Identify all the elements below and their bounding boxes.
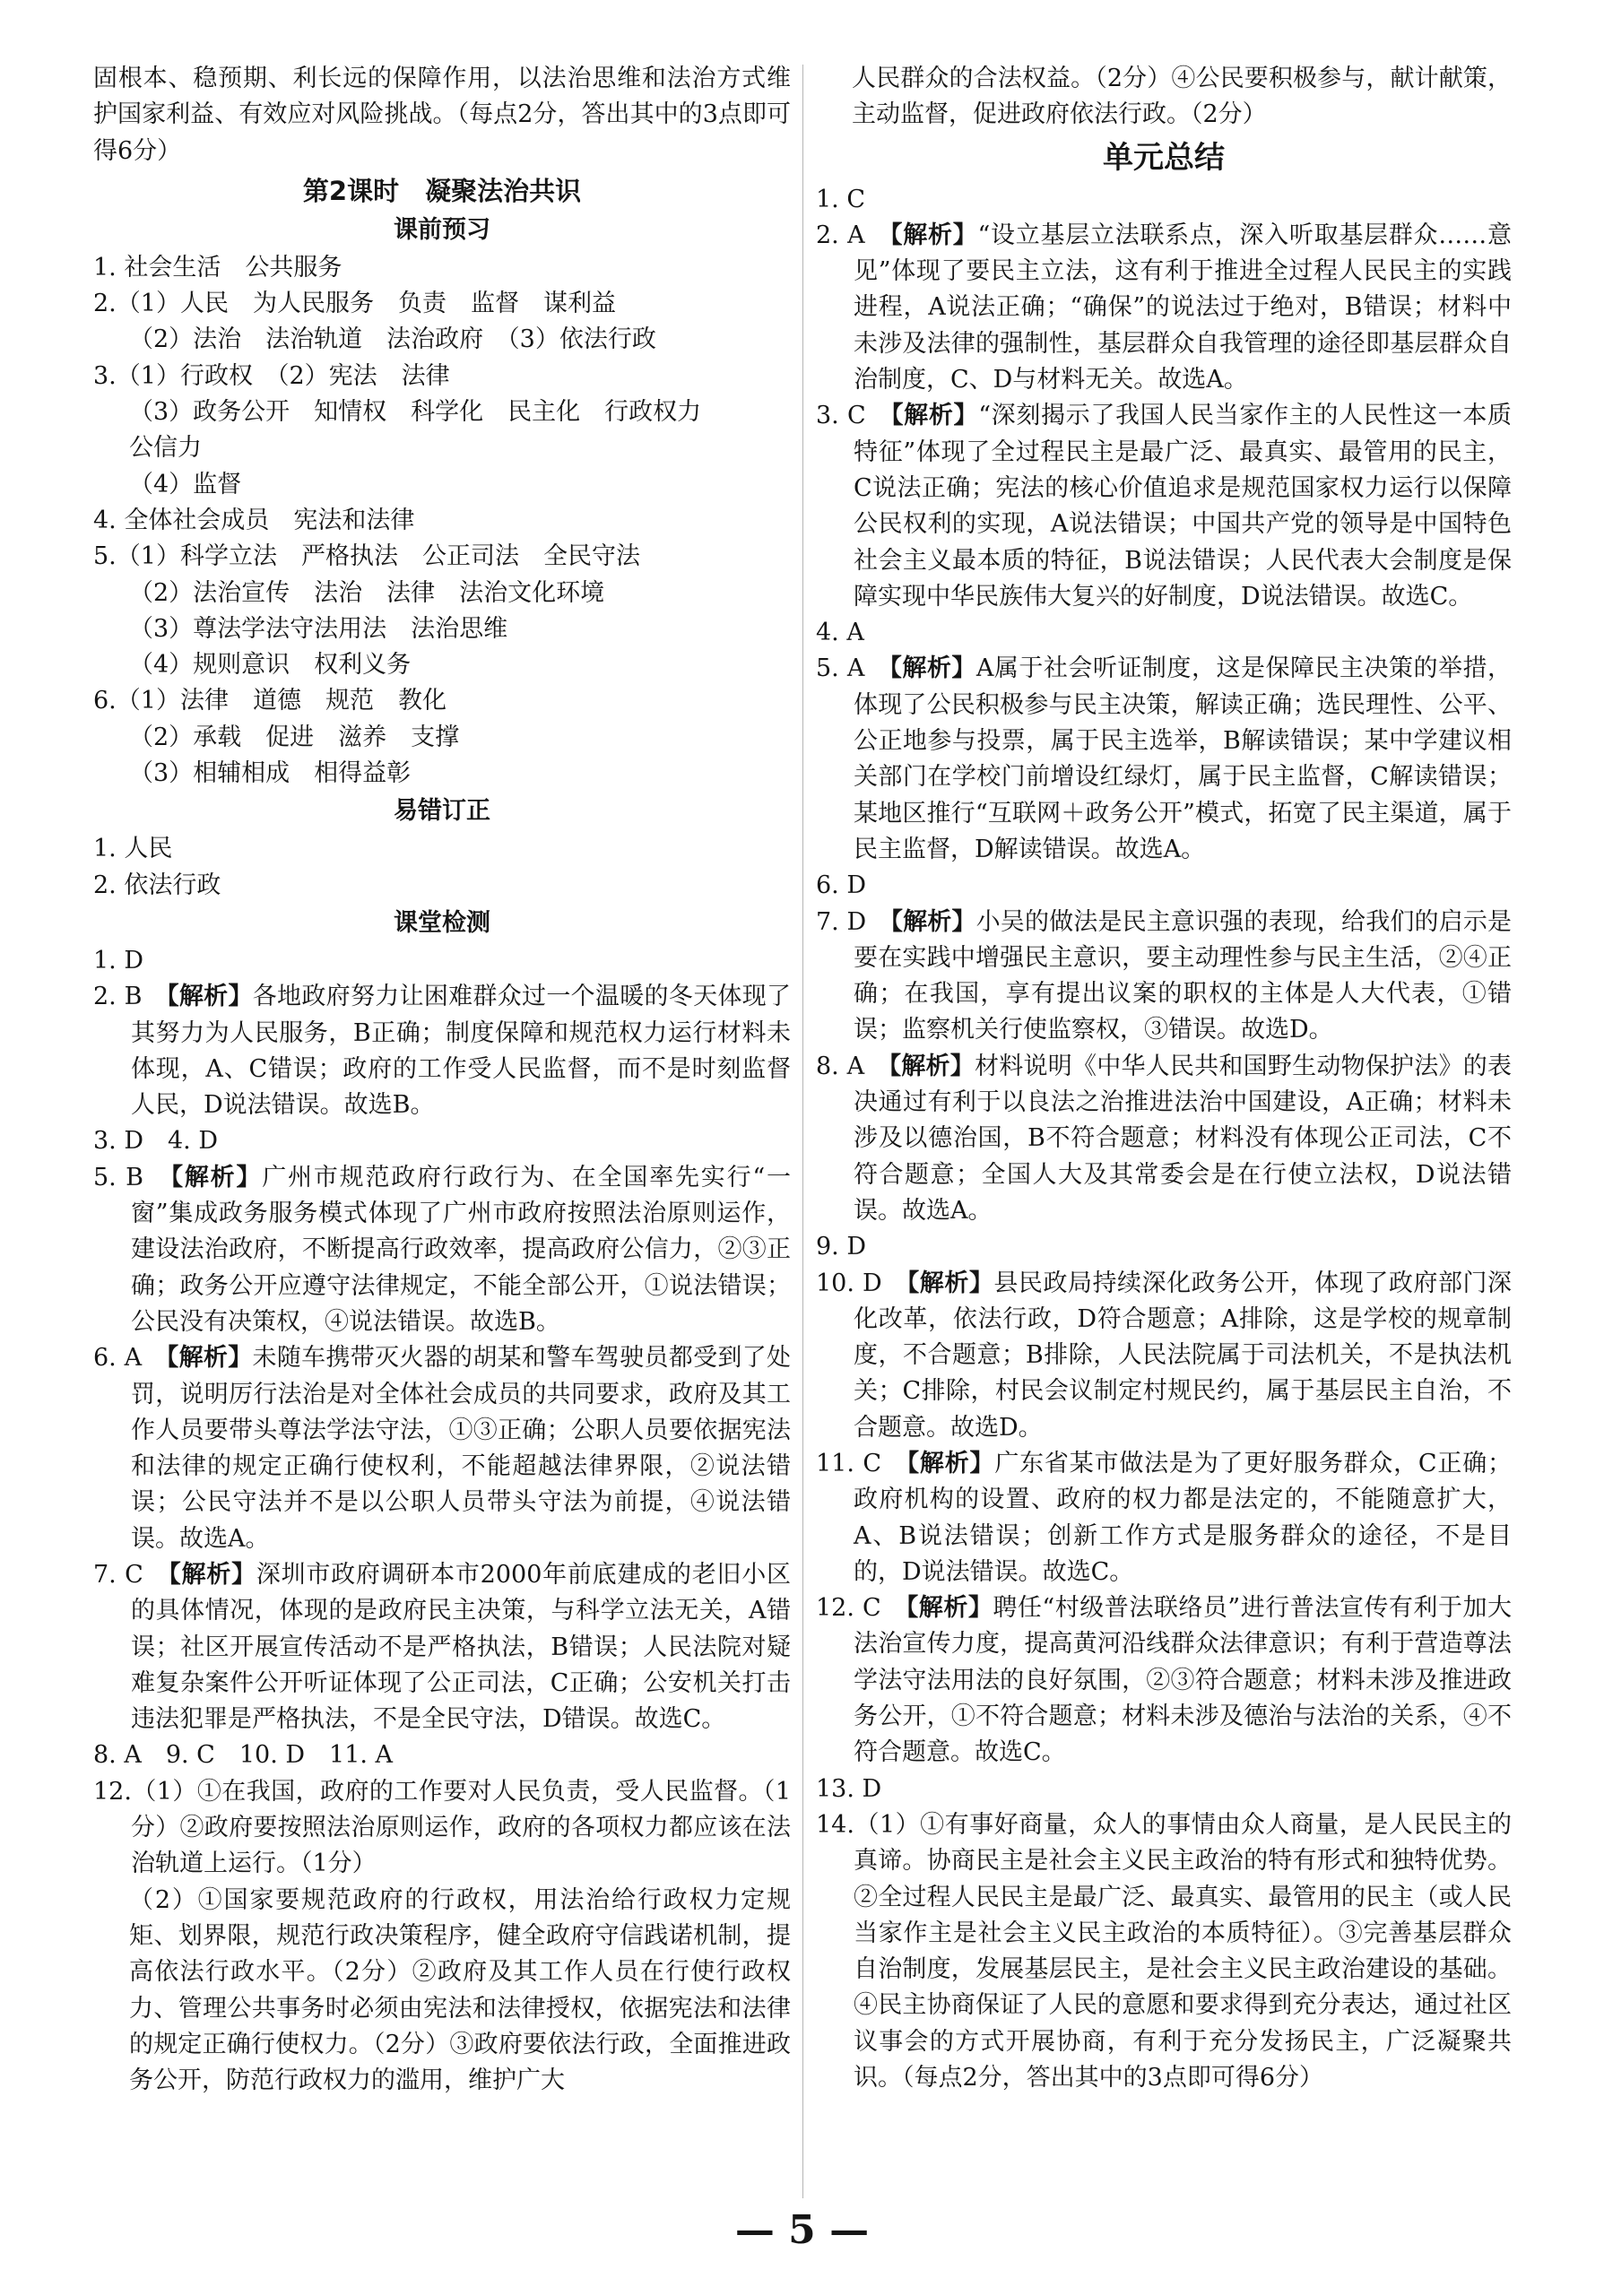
analysis-tag: 【解析】 xyxy=(166,1344,253,1373)
analysis-tag: 【解析】 xyxy=(889,654,976,683)
analysis-text: 未随车携带灭火器的胡某和警车驾驶员都受到了处罚，说明厉行法治是对全体社会成员的共同要求，政府及其工作人员要带头尊法学法守法，①③正确；公职人员要依据宪法和法律的规定正确行使权利，不能超越法律界限，②说法错误；公民守法并不是以公职人员带头守法为前提，④说法错误。故选A。 xyxy=(131,1344,792,1553)
unit-summary-title: 单元总结 xyxy=(1103,139,1225,176)
check-title: 课堂检测 xyxy=(394,908,490,937)
preview-line: （3）相辅相成 相得益彰 xyxy=(129,759,412,788)
preview-line: （3）政务公开 知情权 科学化 民主化 行政权力 xyxy=(129,398,702,427)
answer-number: 3. C xyxy=(816,402,892,430)
preview-line: （4）规则意识 权利义务 xyxy=(129,651,412,680)
answer-line: 6. D xyxy=(816,871,866,900)
analysis-text: 小吴的做法是民主意识强的表现，给我们的启示是要在实践中增强民主意识，要主动理性参与民主生活，②④正确；在我国，享有提出议案的职权的主体是人大代表，①错误；监察机关行使监察权，③错误。故选D。 xyxy=(854,907,1513,1044)
analysis-text: A属于社会听证制度，这是保障民主决策的举措，体现了公民积极参与民主决策，解读正确；选民理性、公平、公正地参与投票，属于民主选举，B解读错误；某中学建议相关部门在学校门前增设红绿灯，属于民主监督，C解读错误；某地区推行“互联网＋政务公开”模式，拓宽了民主渠道，属于民主监督，D解读错误。故选A。 xyxy=(854,654,1513,863)
analysis-text: “深刻揭示了我国人民当家作主的人民性这一本质特征”体现了全过程民主是最广泛、最真实、最管用的民主，C说法正确；宪法的核心价值追求是规范国家权力运行以保障公民权利的实现，A说法错误；中国共产党的领导是中国特色社会主义最本质的特征，B说法错误；人民代表大会制度是保障实现中华民族伟大复兴的好制度，D说法错误。故选C。 xyxy=(854,402,1512,611)
right-column xyxy=(816,61,1512,2096)
analysis-text: 各地政府努力让困难群众过一个温暖的冬天体现了其努力为人民服务，B正确；制度保障和规范权力运行材料未体现，A、C错误；政府的工作受人民监督，而不是时刻监督人民，D说法错误。故选B。 xyxy=(131,983,791,1120)
answer-number: 7. D xyxy=(816,907,891,936)
answer-number: 11. C xyxy=(816,1449,907,1477)
preview-line: 5.（1）科学立法 严格执法 公正司法 全民守法 xyxy=(93,542,640,571)
preview-line: （4）监督 xyxy=(129,470,242,498)
analysis-text: 深圳市政府调研本市2000年前底建成的老旧小区的具体情况，体现的是政府民主决策，与科学立法无关，A错误；社区开展宣传活动不是严格执法，B错误；人民法院对疑难复杂案件公开听证体现了公正司法，C正确；公安机关打击违法犯罪是严格执法，不是全民守法，D错误。故选C。 xyxy=(131,1560,791,1734)
answer-number: 5. A xyxy=(816,654,890,683)
preview-title: 课前预习 xyxy=(394,215,490,244)
answer-item xyxy=(93,1340,791,1557)
answer-line: 1. C xyxy=(816,185,866,213)
answer-number: 7. C xyxy=(93,1560,169,1589)
analysis-text: 材料说明《中华人民共和国野生动物保护法》的表决通过有利于以良法之治推进法治中国建设，A正确；材料未涉及以德治国，B不符合题意；材料没有体现公正司法，C不符合题意；全国人大及其常委会是在行使立法权，D说法错误。故选A。 xyxy=(854,1052,1513,1225)
correction-title: 易错订正 xyxy=(394,797,490,826)
preview-line: （3）尊法学法守法用法 法治思维 xyxy=(129,614,508,643)
correction-line: 1. 人民 xyxy=(93,835,173,863)
preview-line: 1. 社会生活 公共服务 xyxy=(93,253,342,282)
answer-number: 10. D xyxy=(816,1269,907,1297)
continued-text: 人民群众的合法权益。（2分）④公民要积极参与，献计献策，主动监督，促进政府依法行政。（2分） xyxy=(852,65,1512,129)
answer-number: 12. C xyxy=(816,1594,906,1623)
answer-item xyxy=(816,1049,1512,1229)
answer-item xyxy=(816,905,1512,1049)
preview-line: （2）法治宣传 法治 法律 法治文化环境 xyxy=(129,578,605,607)
preview-line: 3.（1）行政权 （2）宪法 法律 xyxy=(93,361,450,390)
column-divider xyxy=(802,65,803,2198)
analysis-text: 聘任“村级普法联络员”进行普法宣传有利于加大法治宣传力度，提高黄河沿线群众法律意识；有利于营造尊法学法守法用法的良好氛围，②③符合题意；材料未涉及推进政务公开，①不符合题意；材料未涉及德治与法治的关系，④不符合题意。故选C。 xyxy=(854,1594,1513,1767)
preview-line: （2）承载 促进 滋养 支撑 xyxy=(129,723,460,751)
analysis-tag: 【解析】 xyxy=(890,221,978,249)
answer-item xyxy=(816,398,1512,615)
answer-item xyxy=(93,1160,791,1340)
preview-line: 4. 全体社会成员 宪法和法律 xyxy=(93,506,415,534)
preview-line: 6.（1）法律 道德 规范 教化 xyxy=(93,687,447,715)
preview-line: 2.（1）人民 为人民服务 负责 监督 谋利益 xyxy=(93,290,616,318)
analysis-tag: 【解析】 xyxy=(906,1449,995,1477)
analysis-text: 广东省某市做法是为了更好服务群众，C正确；政府机构的设置、政府的权力都是法定的，不能随意扩大，A、B说法错误；创新工作方式是服务群众的途径，不是目的，D说法错误。故选C。 xyxy=(854,1449,1513,1586)
answer-line: 4. A xyxy=(816,619,864,647)
answer-number: 6. A xyxy=(93,1344,167,1373)
answer-line: 8. A 9. C 10. D 11. A xyxy=(93,1741,394,1770)
answer-number: 8. A xyxy=(816,1052,889,1080)
analysis-tag: 【解析】 xyxy=(170,1163,263,1191)
answer-line: 9. D xyxy=(816,1233,866,1261)
answer-item xyxy=(816,651,1512,868)
answer-item xyxy=(93,979,791,1123)
preview-line: （2）法治 法治轨道 法治政府 （3）依法行政 xyxy=(129,325,656,354)
answer-item xyxy=(93,1557,791,1737)
analysis-text: 广州市规范政府行政行为、在全国率先实行“一窗”集成政务服务模式体现了广州市政府按照法治原则运作，建设法治政府，不断提高行政效率，提高政府公信力，②③正确；政务公开应遵守法律规定，不能全部公开，①说法错误；公民没有决策权，④说法错误。故选B。 xyxy=(131,1163,791,1336)
analysis-tag: 【解析】 xyxy=(169,1560,256,1589)
page-number: — 5 — xyxy=(734,2207,870,2253)
answer-line: 3. D 4. D xyxy=(93,1127,218,1156)
answer-item-14: 14.（1）①有事好商量，众人的事情由众人商量，是人民民主的真谛。协商民主是社会主义民主政治的特有形式和独特优势。②全过程人民民主是最广泛、最真实、最管用的民主（或人民当家作主是社会主义民主政治的本质特征）。③完善基层群众自治制度，发展基层民主，是社会主义民主政治建设的基础。④民主协商保证了人民的意愿和要求得到充分表达，通过社区议事会的方式开展协商，有利于充分发扬民主，广泛凝聚共识。（每点2分，答出其中的3点即可得6分） xyxy=(816,1810,1512,2092)
answer-item xyxy=(816,1446,1512,1590)
answer-item xyxy=(816,1590,1512,1771)
answer-number: 2. B xyxy=(93,983,168,1011)
analysis-tag: 【解析】 xyxy=(891,402,979,430)
analysis-tag: 【解析】 xyxy=(889,1052,975,1080)
intro-text: 固根本、稳预期、利长远的保障作用，以法治思维和法治方式维护国家利益、有效应对风险挑战。（每点2分，答出其中的3点即可得6分） xyxy=(93,65,791,165)
analysis-text: “设立基层立法联系点，深入听取基层群众……意见”体现了要民主立法，这有利于推进全过程人民民主的实践进程，A说法正确；“确保”的说法过于绝对，B错误；材料中未涉及法律的强制性，基层群众自我管理的途径即基层群众自治制度，C、D与材料无关。故选A。 xyxy=(854,221,1513,394)
analysis-tag: 【解析】 xyxy=(890,907,976,936)
analysis-tag: 【解析】 xyxy=(167,983,253,1011)
answer-number: 2. A xyxy=(816,221,891,249)
answer-item-12-part2: （2）①国家要规范政府的行政权，用法治给行政权力定规矩、划界限，规范行政决策程序，健全政府守信践诺机制，提高依法行政水平。（2分）②政府及其工作人员在行使行政权力、管理公共事务时必须由宪法和法律授权，依据宪法和法律的规定正确行使权力。（2分）③政府要依法行政，全面推进政务公开，防范行政权力的滥用，维护广大 xyxy=(129,1885,791,2095)
answer-item xyxy=(816,218,1512,398)
answer-line: 1. D xyxy=(93,946,143,975)
preview-line: 公信力 xyxy=(129,434,202,463)
analysis-tag: 【解析】 xyxy=(906,1269,994,1297)
left-column xyxy=(93,61,791,2099)
answer-item-12-part1: 12.（1）①在我国，政府的工作要对人民负责，受人民监督。（1分）②政府要按照法治原则运作，政府的各项权力都应该在法治轨道上运行。（1分） xyxy=(93,1777,791,1878)
answer-number: 5. B xyxy=(93,1163,171,1191)
lesson-title: 第2课时 凝聚法治共识 xyxy=(302,175,582,206)
correction-line: 2. 依法行政 xyxy=(93,871,221,899)
analysis-text: 县民政局持续深化政务公开，体现了政府部门深化改革，依法行政，D符合题意；A排除，这是学校的规章制度，不合题意；B排除，人民法院属于司法机关，不是执法机关；C排除，村民会议制定村规民约，属于基层民主自治，不合题意。故选D。 xyxy=(854,1269,1513,1442)
answer-item xyxy=(816,1266,1512,1446)
analysis-tag: 【解析】 xyxy=(906,1594,993,1623)
answer-line: 13. D xyxy=(816,1774,882,1803)
preview-list xyxy=(93,250,791,792)
